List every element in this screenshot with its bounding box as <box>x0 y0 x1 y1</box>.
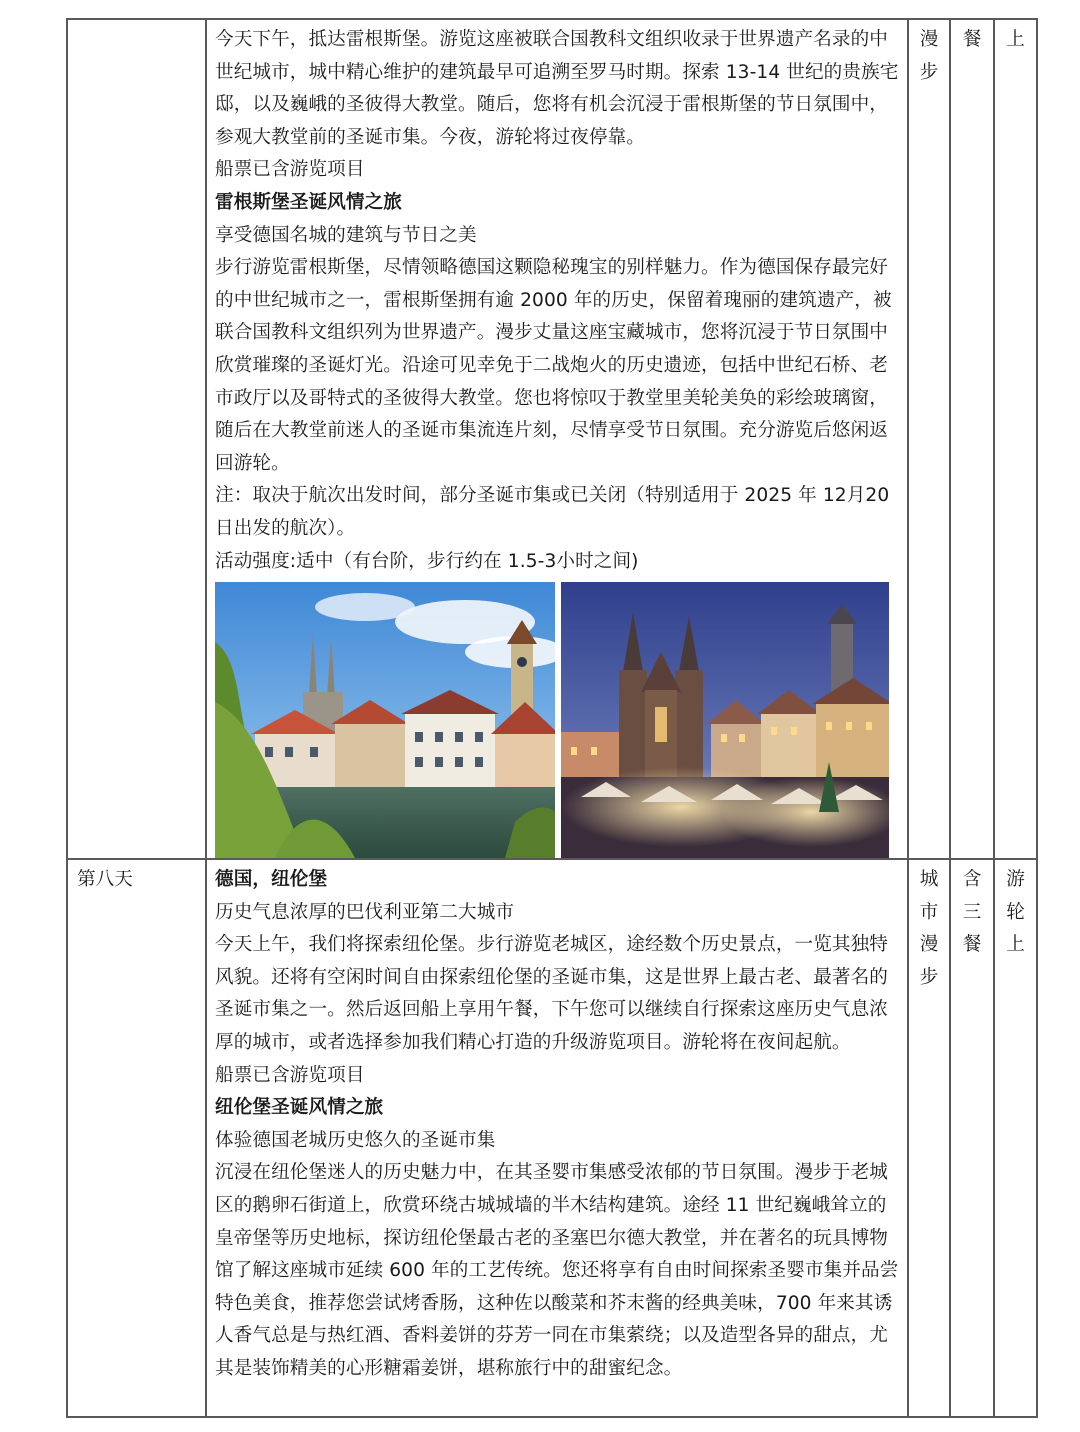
day7-accommodation-cell <box>994 19 1037 859</box>
day7-note: 注：取决于航次出发时间，部分圣诞市集或已关闭（特别适用于 2025 年 12月20日出发的航次）。 <box>215 485 890 539</box>
day8-col-c-3: 上 <box>1006 934 1025 956</box>
day8-col-c-1: 游 <box>1006 869 1025 891</box>
day7-intensity: 活动强度:适中（有台阶，步行约在 1.5-3小时之间) <box>215 550 639 572</box>
day8-excursion-body: 沉浸在纽伦堡迷人的历史魅力中，在其圣婴市集感受浓郁的节日氛围。漫步于老城区的鹅卵石街道上，欣赏环绕古城城墙的半木结构建筑。途经 11 世纪巍峨耸立的皇帝堡等历史地标，探访纽伦堡最古老的圣塞巴尔德大教堂，并在著名的玩具博物馆了解这座城市延续 600 年的工艺传统。您还将享有自由时间探索圣婴市集并品尝特色美食，推荐您尝试烤香肠，这种佐以酸菜和芥末酱的经典美味，700 年来其诱人香气总是与热红酒、香料姜饼的芬芳一同在市集萦绕；以及造型各异的甜点，尤其是装饰精美的心形糖霜姜饼，堪称旅行中的甜蜜纪念。 <box>215 1162 899 1379</box>
day8-activity-cell <box>908 859 950 1417</box>
day8-col-a-1: 城 <box>919 869 939 891</box>
day8-body: 今天上午，我们将探索纽伦堡。步行游览老城区，途经数个历史景点，一览其独特风貌。还将有空闲时间自由探索纽伦堡的圣诞市集，这是世界上最古老、最著名的圣诞市集之一。然后返回船上享用午餐，下午您可以继续自行探索这座历史气息浓厚的城市，或者选择参加我们精心打造的升级游览项目。游轮将在夜间起航。 <box>215 934 888 1054</box>
day7-excursion-body: 步行游览雷根斯堡，尽情领略德国这颗隐秘瑰宝的别样魅力。作为德国保存最完好的中世纪城市之一，雷根斯堡拥有逾 2000 年的历史，保留着瑰丽的建筑遗产，被联合国教科文组织列为世界遗产。漫步丈量这座宝藏城市，您将沉浸于节日氛围中欣赏璀璨的圣诞灯光。沿途可见幸免于二战炮火的历史遗迹，包括中世纪石桥、老市政厅以及哥特式的圣彼得大教堂。您也将惊叹于教堂里美轮美奂的彩绘玻璃窗，随后在大教堂前迷人的圣诞市集流连片刻，尽情享受节日氛围。充分游览后悠闲返回游轮。 <box>215 257 892 474</box>
day8-subtitle: 历史气息浓厚的巴伐利亚第二大城市 <box>215 901 515 923</box>
day7-excursion-title: 雷根斯堡圣诞风情之旅 <box>215 191 402 213</box>
day8-title: 德国，纽伦堡 <box>215 869 328 891</box>
regensburg-christmas-market-photo <box>561 582 889 858</box>
day7-row <box>67 19 1037 859</box>
day7-intro: 今天下午，抵达雷根斯堡。游览这座被联合国教科文组织收录于世界遗产名录的中世纪城市，城中精心维护的建筑最早可追溯至罗马时期。探索 13-14 世纪的贵族宅邸，以及巍峨的圣彼得大教堂。随后，您将有机会沉浸于雷根斯堡的节日氛围中，参观大教堂前的圣诞市集。今夜，游轮将过夜停靠。 <box>215 29 899 148</box>
day7-day-cell <box>67 19 206 859</box>
day8-label: 第八天 <box>77 869 133 891</box>
day7-main-cell <box>206 19 908 859</box>
day8-day-cell <box>67 859 206 1417</box>
itinerary-table <box>66 18 1038 1418</box>
day8-row <box>67 859 1037 1417</box>
day7-meals-cell <box>950 19 994 859</box>
day7-col-a-2: 步 <box>919 61 939 83</box>
day8-col-b-3: 餐 <box>962 934 982 956</box>
day7-photos <box>215 578 899 858</box>
day7-activity-cell <box>908 19 950 859</box>
day7-col-a-1: 漫 <box>919 29 939 50</box>
day8-col-a-3: 漫 <box>919 934 939 956</box>
day8-included: 船票已含游览项目 <box>215 1064 365 1086</box>
day7-col-b: 餐 <box>962 29 982 50</box>
day8-meals-cell <box>950 859 994 1417</box>
day7-excursion-subtitle: 享受德国名城的建筑与节日之美 <box>215 224 477 246</box>
day8-col-b-2: 三 <box>962 901 982 923</box>
day8-main-cell <box>206 859 908 1417</box>
day8-col-a-4: 步 <box>919 966 939 988</box>
day8-excursion-subtitle: 体验德国老城历史悠久的圣诞市集 <box>215 1129 496 1151</box>
day8-col-b-1: 含 <box>962 869 982 891</box>
day8-col-a-2: 市 <box>919 901 939 923</box>
day8-accommodation-cell <box>994 859 1037 1417</box>
day8-col-c-2: 轮 <box>1006 901 1025 923</box>
day7-included: 船票已含游览项目 <box>215 159 365 181</box>
day8-excursion-title: 纽伦堡圣诞风情之旅 <box>215 1097 384 1119</box>
regensburg-riverside-photo <box>215 582 555 858</box>
day7-col-c: 上 <box>1006 29 1025 50</box>
